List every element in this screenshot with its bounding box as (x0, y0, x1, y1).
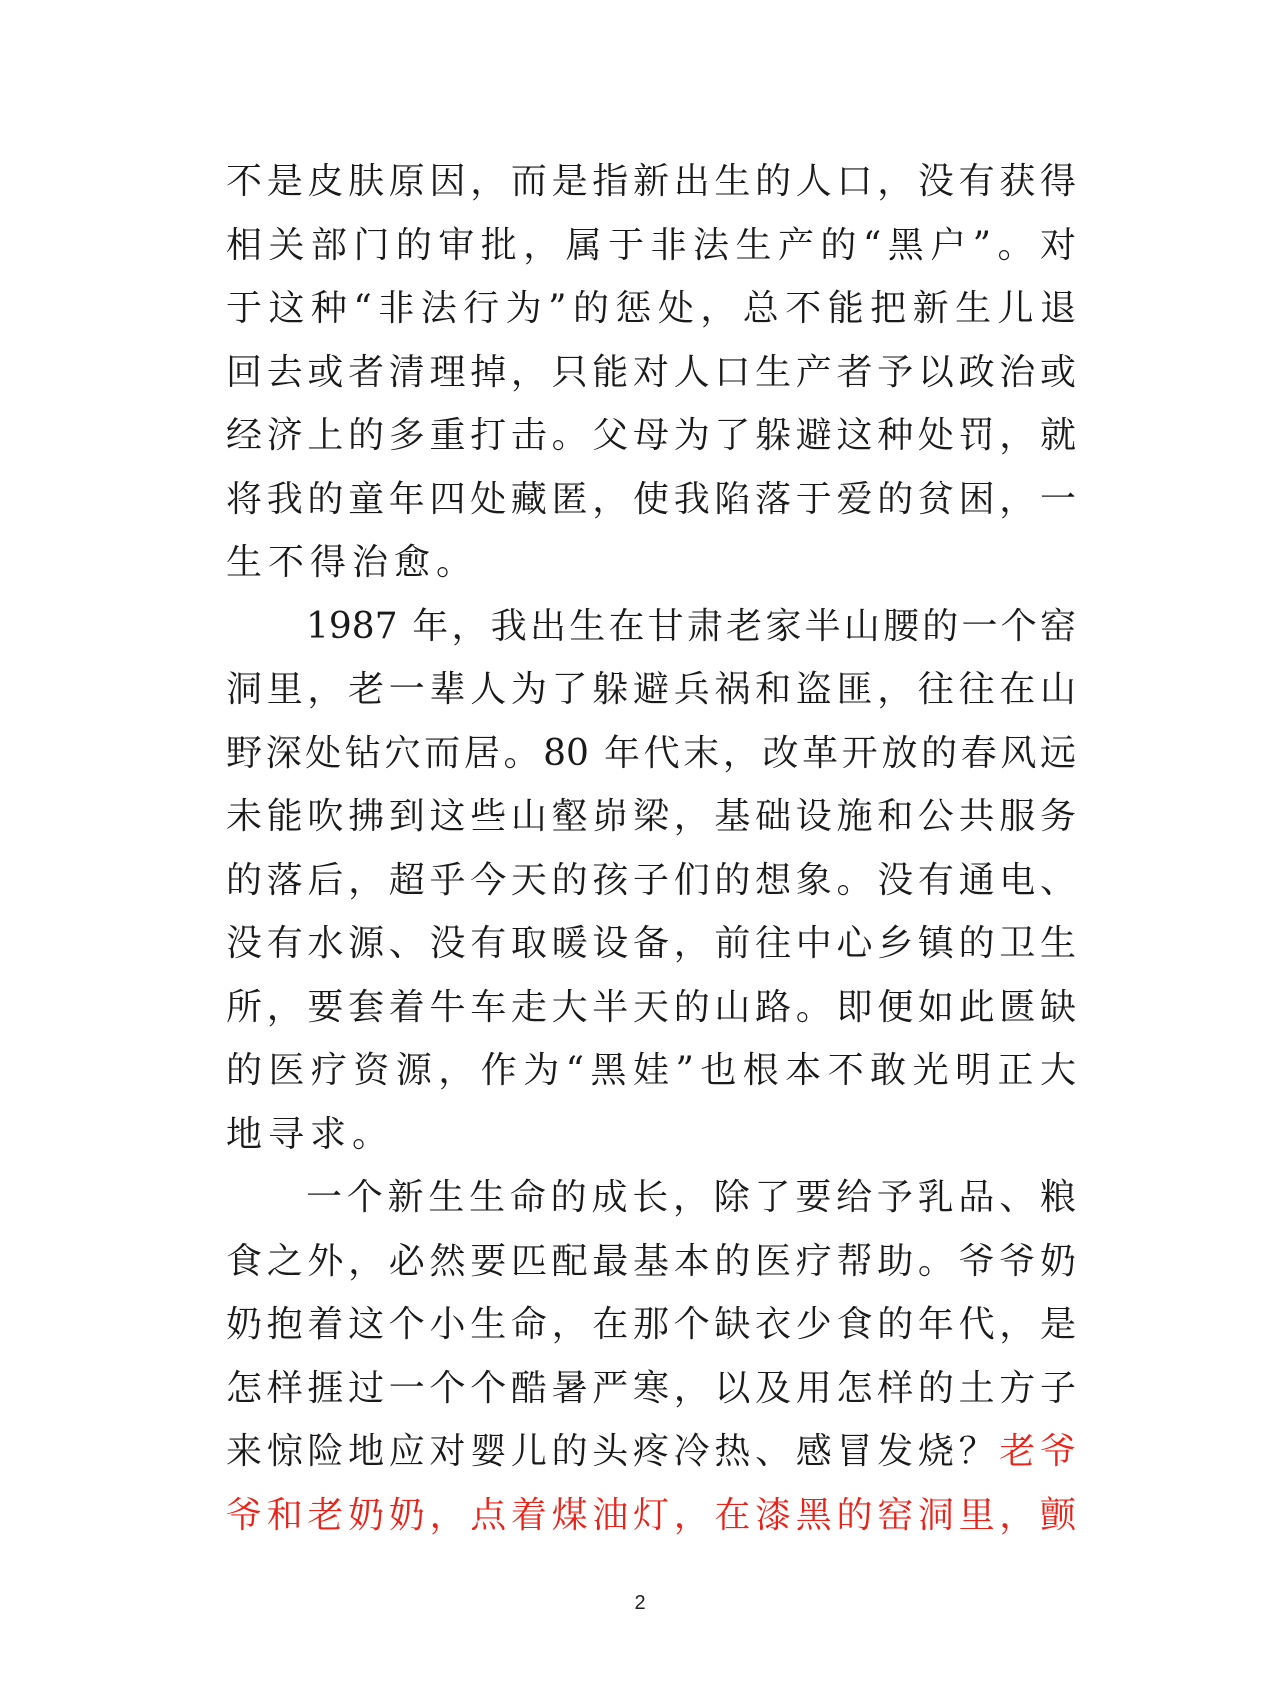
text-segment: 的落后，超乎今天的孩子们的想象。没有通电、 (226, 859, 1076, 901)
text-segment: 将我的童年四处藏匿，使我陷落于爱的贫困，一 (226, 478, 1076, 520)
text-segment: 洞里，老一辈人为了躲避兵祸和盗匪，往往在山 (226, 669, 1076, 710)
text-line (226, 531, 1076, 595)
text-segment: 不是皮肤原因，而是指新出生的人口，没有获得 (226, 161, 1076, 202)
text-line (226, 849, 1076, 913)
text-line (226, 1293, 1076, 1357)
text-segment: 没有水源、没有取暖设备，前往中心乡镇的卫生 (226, 923, 1076, 964)
text-segment: 未能吹拂到这些山壑峁梁，基础设施和公共服务 (226, 796, 1076, 837)
text-line (226, 277, 1076, 341)
text-segment: 野深处钻穴而居。80 年代末，改革开放的春风远 (226, 732, 1076, 774)
text-line (226, 1103, 1076, 1167)
text-line (226, 912, 1076, 976)
text-segment: 来惊险地应对婴儿的头疼冷热、感冒发烧？ (226, 1431, 1000, 1472)
text-line (226, 341, 1076, 405)
text-segment: 食之外，必然要匹配最基本的医疗帮助。爷爷奶 (226, 1240, 1076, 1282)
text-segment: 的医疗资源，作为“黑娃”也根本不敢光明正大 (226, 1050, 1076, 1091)
text-line (226, 1420, 1076, 1484)
text-line (226, 722, 1076, 786)
text-segment: 奶抱着这个小生命，在那个缺衣少食的年代，是 (226, 1304, 1076, 1345)
text-line (226, 1039, 1076, 1103)
text-segment: 怎样捱过一个个酷暑严寒，以及用怎样的土方子 (226, 1367, 1076, 1409)
text-line (226, 404, 1076, 468)
text-segment: 经济上的多重打击。父母为了躲避这种处罚，就 (226, 415, 1076, 456)
text-segment: 于这种“非法行为”的惩处，总不能把新生儿退 (226, 288, 1076, 329)
text-segment: 所，要套着牛车走大半天的山路。即便如此匮缺 (226, 986, 1076, 1028)
text-line (226, 214, 1076, 278)
text-segment: 相关部门的审批，属于非法生产的“黑户”。对 (226, 224, 1076, 266)
body-text (226, 150, 1076, 1547)
highlighted-text: 爷和老奶奶，点着煤油灯，在漆黑的窑洞里，颤 (226, 1494, 1076, 1536)
text-line (226, 976, 1076, 1040)
text-line (226, 1484, 1076, 1548)
text-line (226, 658, 1076, 722)
text-segment: 1987 年，我出生在甘肃老家半山腰的一个窑 (306, 605, 1076, 647)
page-number: 2 (634, 1592, 646, 1614)
text-line (226, 468, 1076, 532)
text-segment: 生不得治愈。 (226, 542, 479, 583)
text-line (226, 595, 1076, 659)
text-line (226, 785, 1076, 849)
text-line (226, 1230, 1076, 1294)
highlighted-text: 老爷 (999, 1431, 1076, 1472)
text-segment: 一个新生生命的成长，除了要给予乳品、粮 (306, 1177, 1076, 1218)
text-segment: 地寻求。 (226, 1113, 395, 1155)
text-line (226, 150, 1076, 214)
text-line (226, 1166, 1076, 1230)
text-line (226, 1357, 1076, 1421)
text-segment: 回去或者清理掉，只能对人口生产者予以政治或 (226, 351, 1076, 393)
